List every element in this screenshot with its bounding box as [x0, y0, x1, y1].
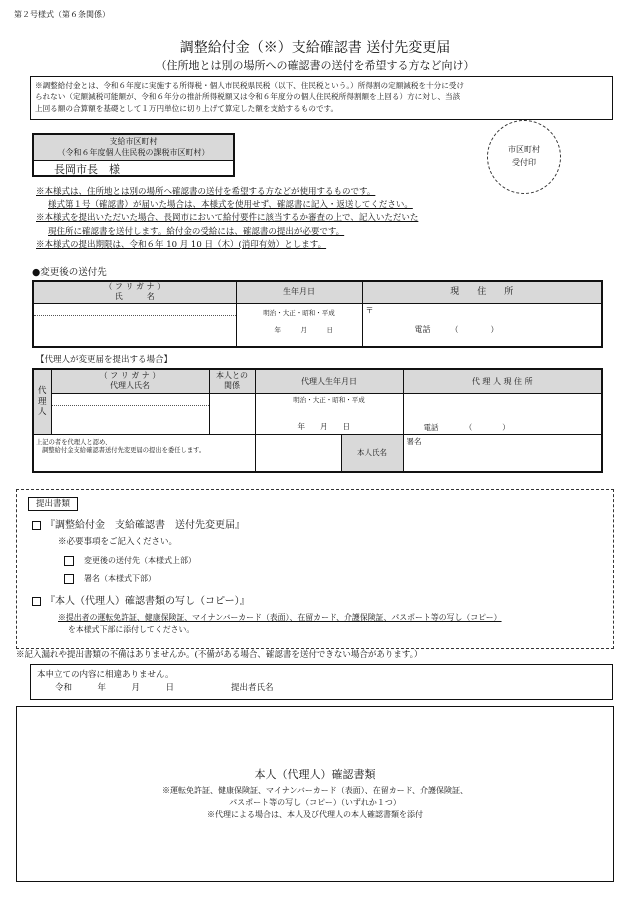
reception-stamp: 市区町村 受付印 [487, 120, 561, 194]
destination-table: （ フ リ ガ ナ ） 氏 名 生年月日 現 住 所 明治・大正・昭和・平成 年 月 日 〒 電話 （ ） [32, 280, 603, 348]
change-form-checkbox[interactable] [32, 521, 41, 530]
agent-address-field[interactable]: 電話 （ ） [403, 393, 602, 434]
destination-heading: ●変更後の送付先 [32, 267, 107, 278]
declaration-box: 本申立ての内容に相違ありません。 令和 年 月 日 提出者氏名 [30, 664, 613, 700]
principal-signature-field[interactable]: 署名 [403, 434, 602, 472]
destination-birthdate-field[interactable]: 明治・大正・昭和・平成 年 月 日 [236, 303, 362, 347]
submitter-name-field[interactable]: 提出者氏名 [231, 683, 274, 693]
agent-heading: 【代理人が変更届を提出する場合】 [36, 355, 173, 365]
recipient-box: 支給市区町村 （令和６年度個人住民税の課税市区町村） 長岡市長 様 [32, 133, 235, 177]
agent-name-field[interactable] [51, 393, 209, 434]
destination-name-field[interactable] [33, 303, 236, 347]
recipient-name: 長岡市長 様 [54, 163, 120, 176]
agent-relation-field[interactable] [209, 393, 255, 434]
documents-label: 提出書類 [28, 497, 78, 511]
signature-checkbox[interactable] [64, 574, 74, 584]
document-item-change-form: 『調整給付金 支給確認書 送付先変更届』 [32, 520, 245, 532]
id-copy-checkbox[interactable] [32, 597, 41, 606]
definition-note: ※調整給付金とは、令和６年度に実施する所得税・個人市民税県民税（以下、住民税という。）所得割の定額減税を十分に受け られない（定額減税可能額が、令和６年分の推計所得税額又は令和６年度分の個人住民税所得割額を上回る）方に対し、当該 上回る額の合算額を基礎として１万円単位に切り上げて算定した額を支給するものです。 [30, 76, 613, 120]
document-sub-destination: 変更後の送付先（本様式上部） [64, 556, 196, 566]
check-note: ※記入漏れや提出書類の不備はありませんか。(不備がある場合、確認書を送付できない場合があります。） [16, 650, 423, 660]
form-number: 第２号様式（第６条関係） [14, 10, 110, 19]
id-area-title: 本人（代理人）確認書類 [254, 768, 376, 781]
agent-table: 代理人 （ フ リ ガ ナ ） 代理人氏名 本人との関係 代理人生年月日 代 理 人 現 住 所 明治・大正・昭和・平成 年 月 日 電話 （ ） 上記の者を代理人と認め、 調整給付金支給確認書送付先変更届の提出を委任します。 本人氏名 署名 [32, 368, 603, 473]
document-item-id-copy: 『本人（代理人）確認書類の写し（コピー）』 [32, 596, 250, 608]
delegation-statement: 上記の者を代理人と認め、 調整給付金支給確認書送付先変更届の提出を委任します。 [33, 434, 255, 472]
page-title: 調整給付金（※）支給確認書 送付先変更届 [179, 40, 451, 56]
destination-checkbox[interactable] [64, 556, 74, 566]
instructions: ※本様式は、住所地とは別の場所へ確認書の送付を希望する方などが使用するものです。 様式第１号（確認書）が届いた場合は、本様式を使用せず、確認書に記入・返送してください。 ※本様式を提出いただいた場合、長岡市において給付要件に該当するか審査の上で、記入いただいた 現住所に確認書を送付します。給付金の受給には、確認書の提出が必要です。 ※本様式の提出期限は、令和６年 10 月 10 日（木）(消印有効）とします。 [36, 187, 419, 250]
page-subtitle: （住所地とは別の場所への確認書の送付を希望する方など向け） [155, 59, 475, 72]
agent-birthdate-field[interactable]: 明治・大正・昭和・平成 年 月 日 [255, 393, 403, 434]
document-sub-signature: 署名（本様式下部） [64, 574, 156, 584]
destination-address-field[interactable]: 〒 電話 （ ） [362, 303, 602, 347]
declaration-date-field[interactable]: 令和 年 月 日 [55, 683, 175, 693]
id-attachment-area[interactable]: 本人（代理人）確認書類 ※運転免許証、健康保険証、マイナンバーカード（表面）、在留カード、介護保険証、 パスポート等の写し（コピー）（いずれか１つ） ※代理による場合は、本人及び代理人の本人確認書類を添付 [16, 706, 614, 882]
